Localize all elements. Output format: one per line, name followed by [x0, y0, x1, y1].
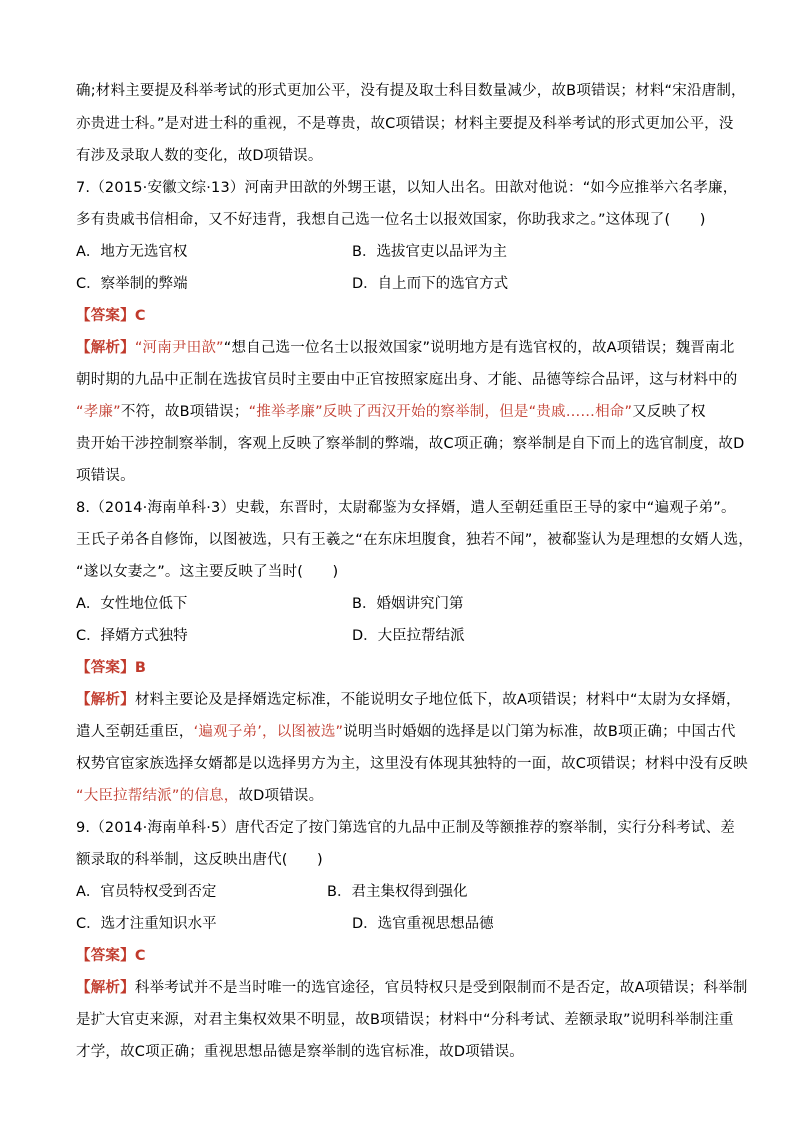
q7-exp-text-1: “想自己选一位名士以报效国家”说明地方是有选官权的，故A项错误；魏晋南北 [223, 340, 735, 356]
q7-exp-quote-1: “河南尹田歆” [134, 340, 224, 356]
q9-explanation-line-1 [76, 978, 748, 998]
q9-explanation-line-3: 才学，故C项正确；重视思想品德是察举制的选官标准，故D项错误。 [76, 1044, 524, 1060]
q7-answer-label: 【答案】 [76, 308, 135, 324]
intro-line-3: 有涉及录取人数的变化，故D项错误。 [76, 148, 323, 164]
q9-option-a: A．官员特权受到否定 [76, 884, 217, 900]
q7-explanation-line-3 [76, 402, 706, 422]
q7-explanation-line-5: 项错误。 [76, 468, 135, 484]
q8-explanation-line-2 [76, 722, 736, 742]
q9-exp-text-1: 科举考试并不是当时唯一的选官途径，官员特权只是受到限制而不是否定，故A项错误；科举制 [134, 980, 748, 996]
intro-line-2: 亦贵进士科。”是对进士科的重视，不是尊贵，故C项错误；材料主要提及科举考试的形式更加公平，没 [76, 116, 734, 132]
q8-answer [76, 658, 146, 678]
q7-exp-quote-2: “孝廉” [76, 404, 121, 420]
q7-option-b: B．选拔官吏以品评为主 [352, 244, 507, 260]
q7-exp-text-3b: 又反映了权 [632, 404, 706, 420]
q9-exp-label: 【解析】 [76, 980, 135, 996]
q9-explanation-line-2: 是扩大官吏来源，对君主集权效果不明显，故B项错误；材料中“分科考试、差额录取”说明科举制注重 [76, 1012, 734, 1028]
q8-answer-value: B [134, 660, 147, 676]
q8-explanation-line-1 [76, 690, 741, 710]
q8-option-a: A．女性地位低下 [76, 596, 188, 612]
q7-explanation-line-1 [76, 338, 734, 358]
q8-stem-line-1: 8.（2014·海南单科·3）史载，东晋时，太尉郗鉴为女择婿，遣人至朝廷重臣王导的家中“遍观子弟”。 [76, 500, 736, 516]
q7-exp-label: 【解析】 [76, 340, 135, 356]
q8-stem-line-2: 王氏子弟各自修饰，以图被选，只有王羲之“在东床坦腹食，独若不闻”，被郗鉴认为是理想的女婿人选， [76, 532, 753, 548]
q8-exp-quote-2: “大臣拉帮结派”的信息， [76, 788, 239, 804]
q8-option-c: C．择婿方式独特 [76, 628, 188, 644]
q8-exp-text-2a: 遣人至朝廷重臣， [76, 724, 194, 740]
q8-exp-text-2b: 说明当时婚姻的选择是以门第为标准，故B项正确；中国古代 [343, 724, 736, 740]
q9-answer [76, 946, 146, 966]
q8-explanation-line-4 [76, 786, 323, 806]
q9-option-d: D．选官重视思想品德 [352, 916, 494, 932]
q7-option-d: D．自上而下的选官方式 [352, 276, 509, 292]
intro-line-1: 确;材料主要提及科举考试的形式更加公平，没有提及取士科目数量减少，故B项错误；材料“宋沿唐制， [76, 83, 746, 99]
q9-option-c: C．选才注重知识水平 [76, 916, 217, 932]
q7-explanation-line-2: 朝时期的九品中正制在选拔官员时主要由中正官按照家庭出身、才能、品德等综合品评，这与材料中的 [76, 372, 738, 388]
q8-answer-label: 【答案】 [76, 660, 135, 676]
q7-exp-quote-3: “推举孝廉”反映了西汉开始的察举制，但是“贵戚……相命” [248, 404, 633, 420]
q8-exp-text-4b: 故D项错误。 [238, 788, 324, 804]
q8-option-d: D．大臣拉帮结派 [352, 628, 465, 644]
q7-exp-text-3a: 不符，故B项错误； [120, 404, 249, 420]
q8-exp-text-1: 材料主要论及是择婿选定标准，不能说明女子地位低下，故A项错误；材料中“太尉为女择婿， [134, 692, 741, 708]
q7-option-c: C．察举制的弊端 [76, 276, 188, 292]
q7-answer-value: C [134, 308, 146, 324]
q7-stem-line-2: 多有贵戚书信相命，又不好违背，我想自己选一位名士以报效国家，你助我求之。”这体现了( ) [76, 212, 706, 228]
q8-stem-line-3: “遂以女妻之”。这主要反映了当时( ) [76, 564, 339, 580]
q7-stem-line-1: 7.（2015·安徽文综·13）河南尹田歆的外甥王谌，以知人出名。田歆对他说：“如今应推举六名孝廉， [76, 180, 738, 196]
q9-answer-value: C [134, 948, 146, 964]
q9-stem-line-1: 9.（2014·海南单科·5）唐代否定了按门第选官的九品中正制及等额推荐的察举制，实行分科考试、差 [76, 820, 735, 836]
q8-exp-quote-1: ‘遍观子弟’，以图被选” [193, 724, 344, 740]
q8-explanation-line-3: 权势官宦家族选择女婿都是以选择男方为主，这里没有体现其独特的一面，故C项错误；材料中没有反映 [76, 756, 748, 772]
q9-stem-line-2: 额录取的科举制，这反映出唐代( ) [76, 852, 323, 868]
q7-explanation-line-4: 贵开始干涉控制察举制，客观上反映了察举制的弊端，故C项正确；察举制是自下而上的选官制度，故D [76, 436, 745, 452]
q7-answer [76, 306, 146, 326]
q9-option-b: B．君主集权得到强化 [327, 884, 468, 900]
q8-option-b: B．婚姻讲究门第 [352, 596, 464, 612]
q9-answer-label: 【答案】 [76, 948, 135, 964]
q7-option-a: A．地方无选官权 [76, 244, 188, 260]
q8-exp-label: 【解析】 [76, 692, 135, 708]
